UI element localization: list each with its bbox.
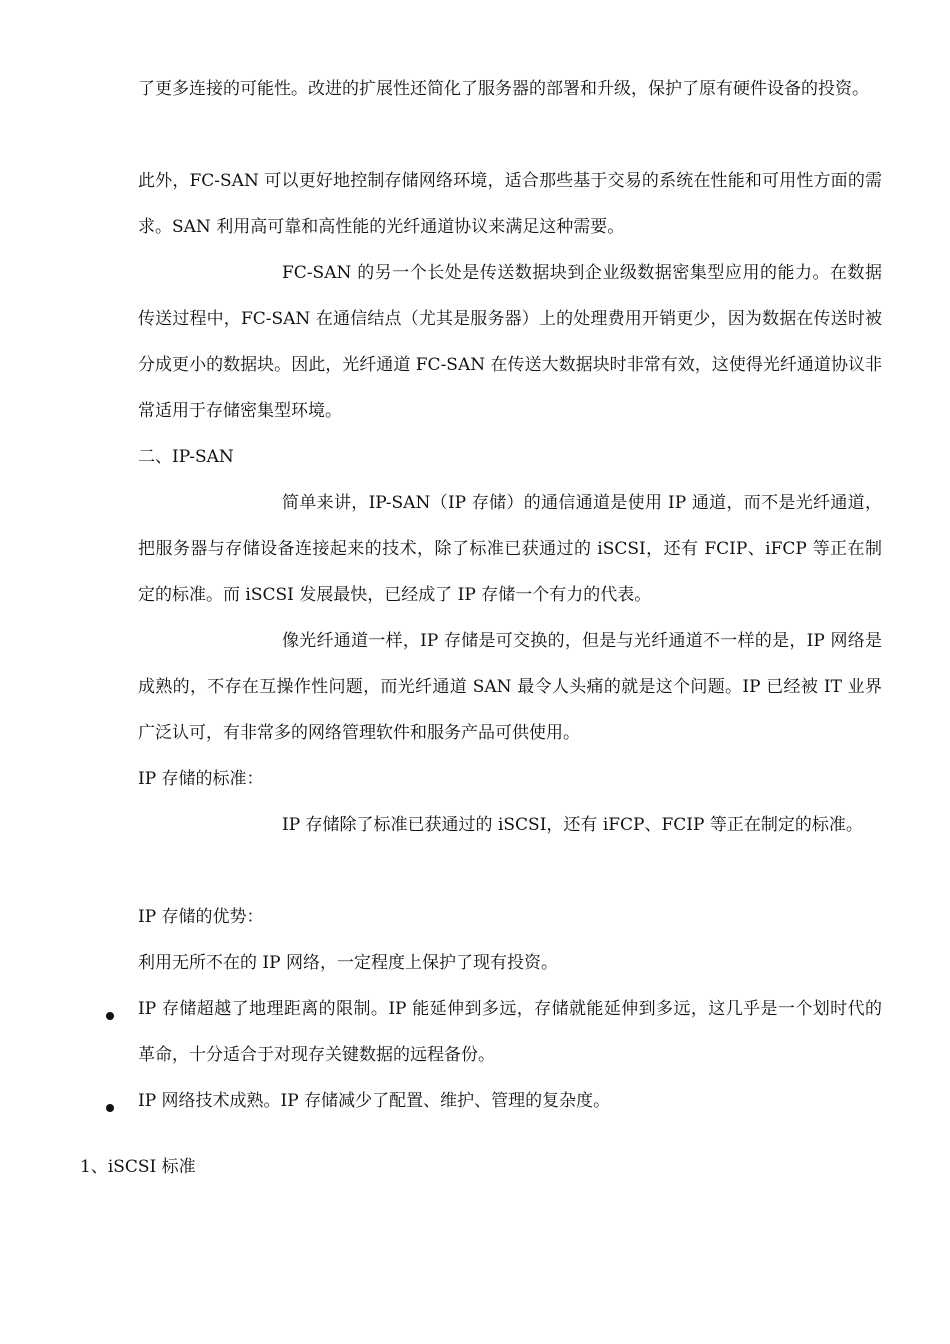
heading-ip-san: 二、IP-SAN: [138, 447, 234, 467]
bullet-item-mature: IP 网络技术成熟。IP 存储减少了配置、维护、管理的复杂度。: [138, 1091, 611, 1111]
paragraph-ip-san-intro: 简单来讲，IP-SAN（IP 存储）的通信通道是使用 IP 通道，而不是光纤通道，把服务器与存储设备连接起来的技术，除了标准已获通过的 iSCSI，还有 FCIP、iFCP 等正在制定的标准。而 iSCSI 发展最快，已经成了 IP 存储一个有力的代表。: [138, 493, 882, 605]
heading-ip-storage-standard: IP 存储的标准：: [138, 769, 264, 789]
bullet-dot-icon: [106, 1104, 114, 1112]
paragraph-ip-san-switchable: 像光纤通道一样，IP 存储是可交换的，但是与光纤通道不一样的是，IP 网络是成熟的，不存在互操作性问题，而光纤通道 SAN 最令人头痛的就是这个问题。IP 已经被 IT 业界广泛认可，有非常多的网络管理软件和服务产品可供使用。: [138, 631, 882, 743]
paragraph-ip-network-investment: 利用无所不在的 IP 网络，一定程度上保护了现有投资。: [138, 953, 558, 973]
paragraph-scalability: 了更多连接的可能性。改进的扩展性还简化了服务器的部署和升级，保护了原有硬件设备的投资。: [138, 79, 869, 99]
heading-iscsi-standard: 1、iSCSI 标准: [80, 1157, 196, 1177]
bullet-dot-icon: [106, 1012, 114, 1020]
bullet-item-distance: IP 存储超越了地理距离的限制。IP 能延伸到多远，存储就能延伸到多远，这几乎是一个划时代的革命，十分适合于对现存关键数据的远程备份。: [138, 999, 882, 1065]
heading-ip-storage-advantage: IP 存储的优势：: [138, 907, 264, 927]
paragraph-fc-san-block: FC-SAN 的另一个长处是传送数据块到企业级数据密集型应用的能力。在数据传送过程中，FC-SAN 在通信结点（尤其是服务器）上的处理费用开销更少，因为数据在传送时被分成更小的数据块。因此，光纤通道 FC-SAN 在传送大数据块时非常有效，这使得光纤通道协议非常适用于存储密集型环境。: [138, 263, 882, 421]
paragraph-fc-san-control: 此外，FC-SAN 可以更好地控制存储网络环境，适合那些基于交易的系统在性能和可用性方面的需求。SAN 利用高可靠和高性能的光纤通道协议来满足这种需要。: [138, 171, 882, 237]
paragraph-ip-storage-standard: IP 存储除了标准已获通过的 iSCSI，还有 iFCP、FCIP 等正在制定的标准。: [282, 815, 863, 835]
